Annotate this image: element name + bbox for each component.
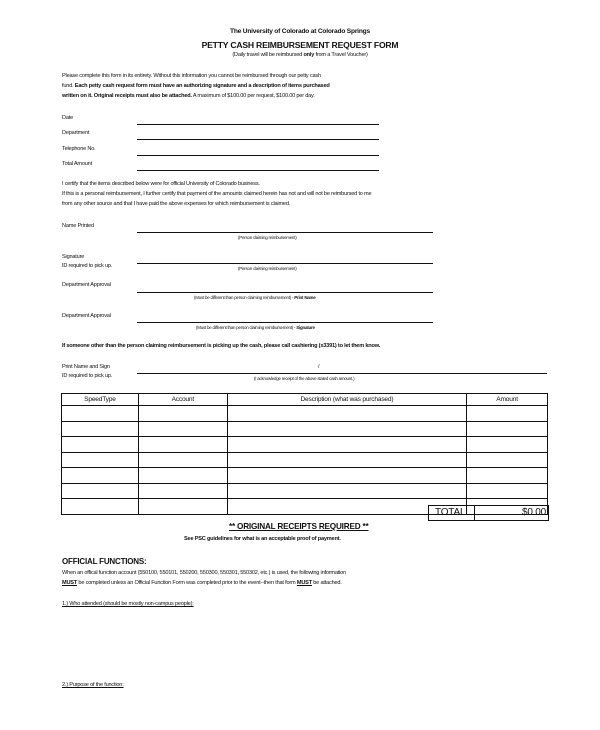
dept-approval-label-2: Department Approval — [62, 313, 111, 319]
instructions-line-3-bold: written on it. Original receipts must also be attached. — [62, 93, 192, 99]
header-speedtype: SpeedType — [62, 394, 139, 406]
table-cell[interactable] — [227, 437, 466, 453]
table-row — [62, 421, 548, 437]
certify-line-3: from any other source and that I have paid the above expenses for which reimbursement is claimed. — [62, 201, 291, 207]
receipts-required: ** ORIGINAL RECEIPTS REQUIRED ** — [229, 522, 369, 531]
table-cell[interactable] — [227, 468, 466, 484]
header-amount: Amount — [467, 394, 548, 406]
person-claiming-note-2: (Person claiming reimbursement) — [238, 266, 297, 271]
signature-label: Signature — [62, 254, 85, 260]
table-cell[interactable] — [62, 406, 139, 422]
official-line-2-mid: be completed unless an Official Function Form was completed prior to the event--then that form — [77, 580, 297, 586]
table-cell[interactable] — [138, 452, 227, 468]
table-cell[interactable] — [467, 437, 548, 453]
date-label: Date — [62, 115, 74, 121]
table-row — [62, 452, 548, 468]
table-cell[interactable] — [138, 437, 227, 453]
total-value: $0.00 — [521, 507, 546, 518]
certify-line-1: I certify that the items described below were for official University of Colorado business. — [62, 181, 260, 187]
instructions-line-2-bold: Each petty cash request form must have an authorizing signature and a description of items purchased — [74, 83, 330, 89]
pickup-id-label: ID required to pick up. — [62, 373, 113, 379]
acknowledge-note: (I acknowledge receipt of the above stated cash amount.) — [254, 376, 355, 381]
table-cell[interactable] — [138, 421, 227, 437]
table-cell[interactable] — [227, 421, 466, 437]
table-cell[interactable] — [467, 483, 548, 499]
subtitle-bold: only — [303, 52, 315, 58]
table-cell[interactable] — [62, 437, 139, 453]
table-cell[interactable] — [227, 452, 466, 468]
dept-note-2-bold: Signature — [296, 325, 315, 330]
instructions-line-2-pre: fund. — [62, 83, 75, 89]
total-label-box — [428, 505, 475, 521]
table-cell[interactable] — [467, 421, 548, 437]
header-account: Account — [138, 394, 227, 406]
pickup-notice: If someone other than the person claiming reimbursement is picking up the cash, please call cashiering (x3391) to let them know. — [62, 343, 380, 349]
pickup-slash: / — [318, 364, 320, 370]
form-subtitle — [0, 52, 600, 58]
table-cell[interactable] — [138, 468, 227, 484]
official-line-2-post: be attached. — [311, 580, 342, 586]
dept-approval-note-2 — [196, 325, 315, 330]
signature-field[interactable] — [137, 263, 433, 264]
form-title: PETTY CASH REIMBURSEMENT REQUEST FORM — [201, 40, 399, 50]
table-cell[interactable] — [227, 406, 466, 422]
table-cell[interactable] — [62, 468, 139, 484]
pickup-sign-field[interactable] — [137, 373, 547, 374]
name-printed-field[interactable] — [137, 232, 433, 233]
table-cell[interactable] — [62, 452, 139, 468]
dept-approval-label-1: Department Approval — [62, 282, 111, 288]
total-amount-field[interactable] — [137, 170, 379, 171]
table-cell[interactable] — [138, 406, 227, 422]
table-cell[interactable] — [138, 483, 227, 499]
dept-note-1-bold: Print Name — [294, 295, 316, 300]
table-cell[interactable] — [467, 468, 548, 484]
telephone-field[interactable] — [137, 155, 379, 156]
total-amount-label: Total Amount — [62, 161, 92, 167]
signature-id-label: ID required to pick up. — [62, 263, 113, 269]
instructions-line-2 — [62, 83, 330, 89]
certify-line-2: If this is a personal reimbursement, I further certify that payment of the amounts claimed herein has not and will not be reimbursed to me — [62, 191, 372, 197]
dept-approval-note-1 — [194, 295, 315, 300]
dept-approval-signature-field[interactable] — [137, 322, 433, 323]
table-row — [62, 468, 548, 484]
dept-note-1-pre: (Must be different than person claiming reimbursement) - — [194, 295, 295, 300]
total-value-box — [474, 505, 549, 521]
university-name: The University of Colorado at Colorado Springs — [230, 28, 370, 35]
table-row — [62, 406, 548, 422]
department-field[interactable] — [137, 139, 379, 140]
instructions-line-3-post: A maximum of $100.00 per request, $100.00 per day. — [191, 93, 315, 99]
table-cell[interactable] — [62, 421, 139, 437]
date-field[interactable] — [137, 124, 379, 125]
official-functions-heading: OFFICIAL FUNCTIONS: — [62, 557, 147, 566]
dept-note-2-pre: (Must be different than person claiming reimbursement) - — [196, 325, 297, 330]
table-header-row — [62, 394, 548, 406]
person-claiming-note-1: (Person claiming reimbursement) — [238, 235, 297, 240]
items-table — [61, 393, 548, 515]
table-cell[interactable] — [138, 499, 227, 515]
receipts-guidelines: See PSC guidelines for what is an acceptable proof of payment. — [184, 536, 341, 542]
official-line-1: When an offical function account (550100, 550101, 550200, 550300, 550301, 550302, etc.) is used, the following information — [62, 570, 346, 576]
total-label: TOTAL — [435, 507, 466, 518]
subtitle-pre: (Daily travel will be reimbursed — [232, 52, 304, 58]
must-1: MUST — [62, 580, 78, 586]
print-name-sign-label: Print Name and Sign — [62, 364, 110, 370]
header-description: Description (what was purchased) — [227, 394, 466, 406]
dept-approval-print-field[interactable] — [137, 292, 433, 293]
table-cell[interactable] — [467, 406, 548, 422]
telephone-label: Telephone No. — [62, 146, 96, 152]
question-who-attended: 1.) Who attended (should be mostly non-campus people): — [62, 601, 194, 607]
table-cell[interactable] — [62, 483, 139, 499]
question-purpose: 2.) Purpose of the function: — [62, 682, 124, 688]
table-row — [62, 437, 548, 453]
department-label: Department — [62, 130, 90, 136]
table-cell[interactable] — [62, 499, 139, 515]
subtitle-post: from a Travel Voucher) — [314, 52, 368, 58]
must-2: MUST — [296, 580, 312, 586]
table-cell[interactable] — [467, 452, 548, 468]
instructions-line-1: Please complete this form in its entirety. Without this information you cannot be reimbursed through our petty cash — [62, 73, 321, 79]
official-line-2 — [62, 580, 342, 586]
table-row — [62, 483, 548, 499]
name-printed-label: Name Printed — [62, 223, 94, 229]
table-cell[interactable] — [227, 483, 466, 499]
instructions-line-3 — [62, 93, 315, 99]
